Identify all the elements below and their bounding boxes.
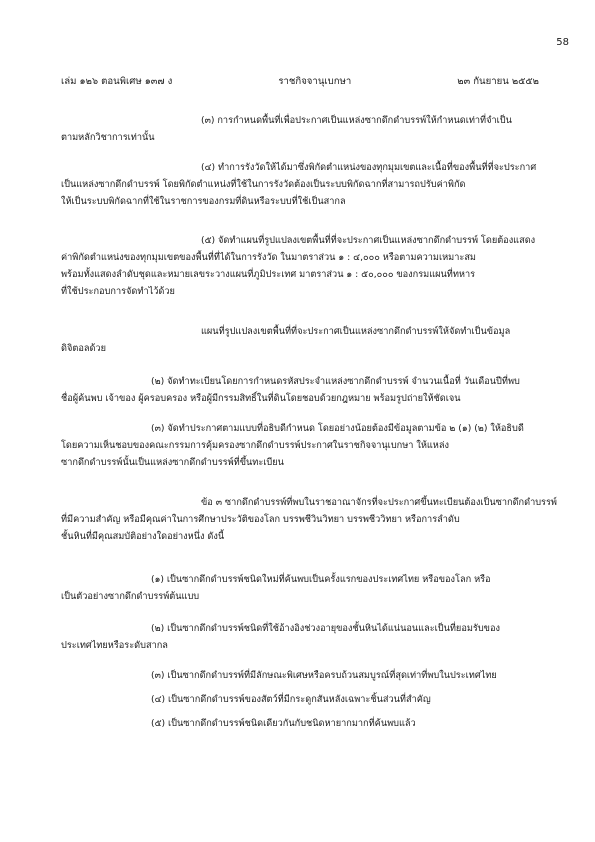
paragraph — [61, 373, 539, 407]
text-line: (๒) จัดทำทะเบียนโดยการกำหนดรหัสประจำแหล่งซากดึกดำบรรพ์ จำนวนเนื้อที่ วันเดือนปีที่พบ — [151, 376, 520, 387]
text-line: ให้เป็นระบบพิกัดฉากที่ใช้ในราชการของกรมที่ดินหรือระบบที่ใช้เป็นสากล — [61, 196, 346, 207]
text-line: พร้อมทั้งแสดงลำดับชุดและหมายเลขระวางแผนที่ภูมิประเทศ มาตราส่วน ๑ : ๕๐,๐๐๐ ของกรมแผนที่ทหาร — [61, 269, 476, 280]
paragraph — [61, 571, 539, 605]
text-line: ดิจิตอลด้วย — [61, 343, 106, 354]
paragraph — [61, 715, 539, 732]
publication-date: ๒๓ กันยายน ๒๕๕๒ — [457, 76, 539, 87]
text-line: (๒) เป็นซากดึกดำบรรพ์ชนิดที่ใช้อ้างอิงช่วงอายุของชั้นหินได้แน่นอนและเป็นที่ยอมรับของ — [151, 623, 500, 634]
text-line: (๔) ทำการรังวัดให้ได้มาซึ่งพิกัดตำแหน่งของทุกมุมเขตและเนื้อที่ของพื้นที่ที่จะประกาศ — [201, 162, 537, 173]
text-line: ที่ใช้ประกอบการจัดทำไว้ด้วย — [61, 286, 175, 297]
paragraph — [61, 232, 539, 300]
paragraph — [61, 620, 539, 654]
volume-issue: เล่ม ๑๒๖ ตอนพิเศษ ๑๓๗ ง — [61, 76, 173, 87]
text-line: โดยความเห็นชอบของคณะกรรมการคุ้มครองซากดึกดำบรรพ์ประกาศในราชกิจจานุเบกษา ให้แหล่ง — [61, 440, 449, 451]
text-line: ที่มีความสำคัญ หรือมีคุณค่าในการศึกษาประวัติของโลก บรรพชีวินวิทยา บรรพชีววิทยา หรือการลำดับ — [61, 514, 460, 525]
text-line: (๓) จัดทำประกาศตามแบบที่อธิบดีกำหนด โดยอย่างน้อยต้องมีข้อมูลตามข้อ ๒ (๑) (๒) ให้อธิบดี — [151, 423, 524, 434]
text-line: (๓) เป็นซากดึกดำบรรพ์ที่มีลักษณะพิเศษหรือครบถ้วนสมบูรณ์ที่สุดเท่าที่พบในประเทศไทย — [151, 670, 497, 681]
paragraph — [61, 323, 539, 357]
text-line: ชั้นหินที่มีคุณสมบัติอย่างใดอย่างหนึ่ง ดังนี้ — [61, 531, 225, 542]
text-line: (๔) เป็นซากดึกดำบรรพ์ของสัตว์ที่มีกระดูกสันหลังเฉพาะชิ้นส่วนที่สำคัญ — [151, 694, 431, 705]
text-line: แผนที่รูปแปลงเขตพื้นที่ที่จะประกาศเป็นแหล่งซากดึกดำบรรพ์ให้จัดทำเป็นข้อมูล — [201, 326, 511, 337]
text-line: ชื่อผู้ค้นพบ เจ้าของ ผู้ครอบครอง หรือผู้มีกรรมสิทธิ์ในที่ดินโดยชอบด้วยกฎหมาย พร้อมรูปถ่ายให้ชัดเจน — [61, 393, 461, 404]
page-number: 58 — [556, 37, 569, 48]
text-line: ข้อ ๓ ซากดึกดำบรรพ์ที่พบในราชอาณาจักรที่จะประกาศขึ้นทะเบียนต้องเป็นซากดึกดำบรรพ์ — [201, 497, 557, 508]
publication-name: ราชกิจจานุเบกษา — [278, 76, 352, 87]
paragraph — [61, 420, 539, 471]
text-line: ประเทศไทยหรือระดับสากล — [61, 640, 168, 651]
paragraph — [61, 667, 539, 684]
paragraph — [61, 691, 539, 708]
text-line: ค่าพิกัดตำแหน่งของทุกมุมเขตของพื้นที่ที่ได้ในการรังวัด ในมาตราส่วน ๑ : ๔,๐๐๐ หรือตามความเหมาะสม — [61, 252, 476, 263]
text-line: (๑) เป็นซากดึกดำบรรพ์ชนิดใหม่ที่ค้นพบเป็นครั้งแรกของประเทศไทย หรือของโลก หรือ — [151, 574, 491, 585]
text-line: ซากดึกดำบรรพ์นั้นเป็นแหล่งซากดึกดำบรรพ์ที่ขึ้นทะเบียน — [61, 457, 284, 468]
paragraph — [61, 494, 557, 545]
text-line: (๕) เป็นซากดึกดำบรรพ์ชนิดเดียวกันกับชนิดหายากมากที่ค้นพบแล้ว — [151, 718, 416, 729]
text-line: ตามหลักวิชาการเท่านั้น — [61, 132, 155, 143]
paragraph — [61, 112, 539, 146]
paragraph — [61, 159, 539, 210]
gazette-header — [61, 74, 539, 89]
text-line: เป็นแหล่งซากดึกดำบรรพ์ โดยพิกัดตำแหน่งที่ใช้ในการรังวัดต้องเป็นระบบพิกัดฉากที่สามารถปรับค่าพิกัด — [61, 179, 466, 190]
text-line: (๓) การกำหนดพื้นที่เพื่อประกาศเป็นแหล่งซากดึกดำบรรพ์ให้กำหนดเท่าที่จำเป็น — [201, 115, 512, 126]
text-line: เป็นตัวอย่างซากดึกดำบรรพ์ต้นแบบ — [61, 591, 200, 602]
text-line: (๕) จัดทำแผนที่รูปแปลงเขตพื้นที่ที่จะประกาศเป็นแหล่งซากดึกดำบรรพ์ โดยต้องแสดง — [201, 235, 536, 246]
